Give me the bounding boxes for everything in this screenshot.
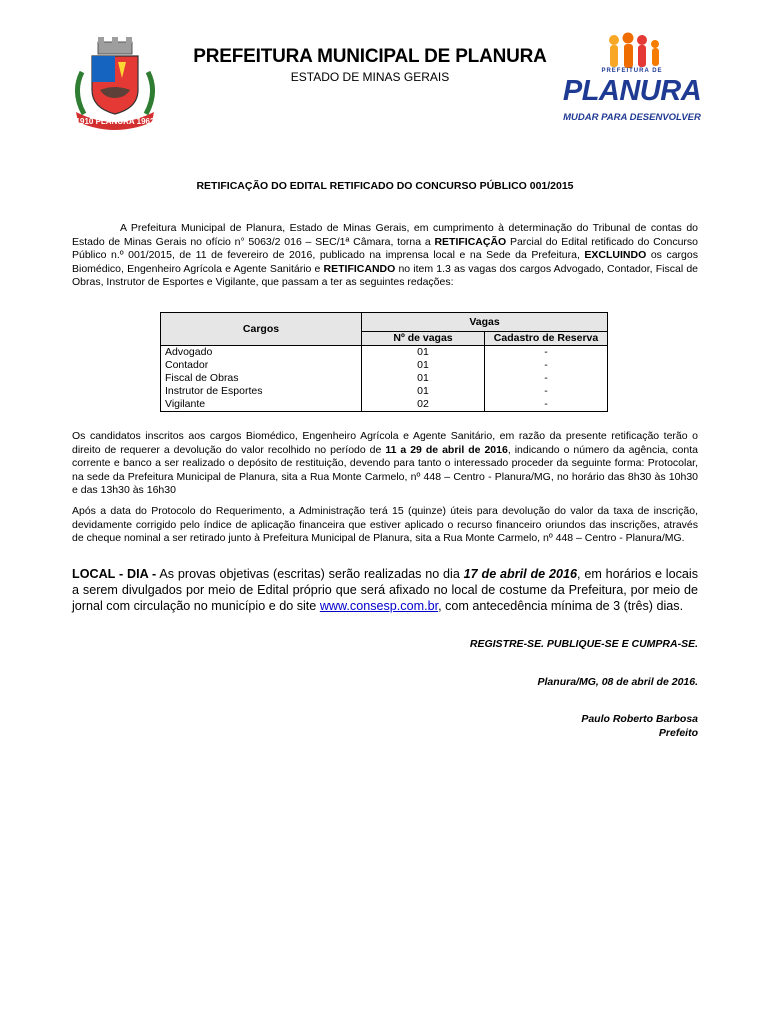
logo-slogan: MUDAR PARA DESENVOLVER: [563, 112, 701, 123]
table-row: Advogado 01 -: [161, 346, 608, 360]
table-row: Instrutor de Esportes 01 -: [161, 385, 608, 398]
place-date: Planura/MG, 08 de abril de 2016.: [537, 676, 698, 688]
header-vagas: Vagas: [362, 313, 608, 332]
signer-name: Paulo Roberto Barbosa: [581, 713, 698, 725]
paragraph-intro: A Prefeitura Municipal de Planura, Estado de Minas Gerais, em cumprimento à determinação do Tribunal de contas do Estado de Minas Gerais no ofício n° 5063/2 016 – SEC/1ª Câmara, torna a RETIFICAÇÃO Parcial do Edital retificado do Concurso Público n.º 001/2015, de 11 de fevereiro de 2016, publicado na imprensa local e na Sede da Prefeitura, EXCLUINDO os cargos Biomédico, Engenheiro Agrícola e Agente Sanitário e RETIFICANDO no item 1.3 as vagas dos cargos Advogado, Contador, Fiscal de Obras, Instrutor de Esportes e Vigilante, que passam a ter as seguintes redações:: [72, 222, 699, 289]
logo-small-text: PREFEITURA DE: [601, 68, 663, 74]
registre-statement: REGISTRE-SE. PUBLIQUE-SE E CUMPRA-SE.: [469, 638, 698, 650]
page-subtitle: ESTADO DE MINAS GERAIS: [290, 70, 450, 84]
municipal-crest: [70, 32, 160, 132]
paragraph-refund: Os candidatos inscritos aos cargos Biomédico, Engenheiro Agrícola e Agente Sanitário, em razão da presente retificação terão o direito de requerer a devolução do valor recolhido no período de 11 a 29 de abril de 2016, indicando o número da agência, conta corrente e banco a ser realizado o depósito de restituição, devendo para tanto o interessado proceder da seguinte forma: Protocolar, na sede da Prefeitura Municipal de Planura, sita a Rua Monte Carmelo, nº 448 – Centro - Planura/MG, no horário das 8h30 às 10h30 e das 13h30 às 16h30: [72, 430, 698, 497]
logo-wordmark: PLANURA: [562, 75, 702, 107]
header-num-vagas: Nº de vagas: [362, 332, 485, 346]
page-title: PREFEITURA MUNICIPAL DE PLANURA: [193, 46, 547, 67]
planura-logo: [562, 32, 702, 127]
table-row: Fiscal de Obras 01 -: [161, 372, 608, 385]
crest-ribbon: 1910 PLANURA 1962: [75, 117, 155, 126]
header-cadastro-reserva: Cadastro de Reserva: [485, 332, 608, 346]
vacancies-table: [160, 312, 608, 412]
signer-role: Prefeito: [658, 727, 698, 739]
document-title: RETIFICAÇÃO DO EDITAL RETIFICADO DO CONCURSO PÚBLICO 001/2015: [196, 180, 574, 192]
site-link[interactable]: www.consesp.com.br: [319, 599, 439, 613]
paragraph-local-dia: LOCAL - DIA - As provas objetivas (escritas) serão realizadas no dia 17 de abril de 2016, em horários e locais a serem divulgados por meio de Edital próprio que será afixado no local de costume da Prefeitura, por meio de jornal com circulação no município e do site www.consesp.com.br, com antecedência mínima de 3 (três) dias.: [72, 567, 698, 613]
header-cargos: Cargos: [161, 313, 362, 346]
people-icon: [562, 32, 702, 72]
table-row: Vigilante 02 -: [161, 398, 608, 412]
paragraph-protocol: Após a data do Protocolo do Requerimento, a Administração terá 15 (quinze) úteis para devolução do valor da taxa de inscrição, devidamente corrigido pelo índice de aplicação financeira que estiver aplicado o recurso financeiro oriundos das inscrições, através de cheque nominal a ser retirado junto à Prefeitura Municipal de Planura, sita a Rua Monte Carmelo, nº 448 – Centro - Planura/MG.: [72, 505, 698, 545]
table-row: Contador 01 -: [161, 359, 608, 372]
